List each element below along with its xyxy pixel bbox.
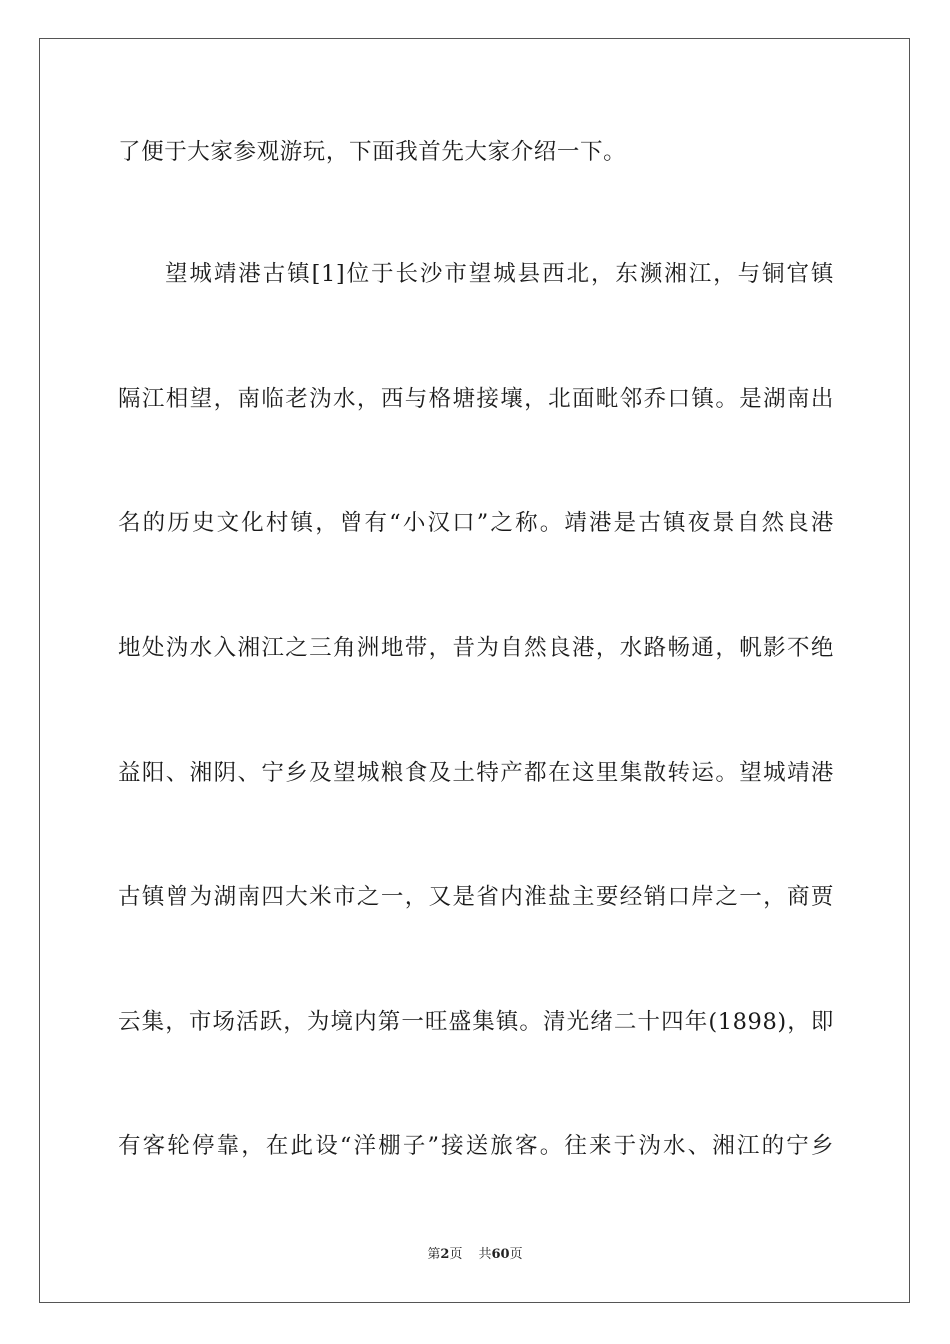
- text-line-6: 益阳、湘阴、宁乡及望城粮食及土特产都在这里集散转运。望城靖港: [118, 760, 834, 786]
- text-line-5: 地处沩水入湘江之三角洲地带，昔为自然良港，水路畅通，帆影不绝: [118, 635, 834, 661]
- total-suffix: 页: [509, 1247, 523, 1262]
- text-line-9: 有客轮停靠，在此设“洋棚子”接送旅客。往来于沩水、湘江的宁乡: [118, 1133, 834, 1159]
- total-pages: 60: [491, 1247, 510, 1262]
- page-prefix: 第: [427, 1247, 441, 1262]
- page-footer: [0, 1246, 950, 1264]
- page-suffix: 页: [449, 1247, 463, 1262]
- text-line-1: 了便于大家参观游玩，下面我首先大家介绍一下。: [118, 139, 627, 165]
- text-line-2: 望城靖港古镇[1]位于长沙市望城县西北，东濒湘江，与铜官镇: [165, 261, 834, 287]
- total-prefix: 共: [478, 1247, 492, 1262]
- text-line-8: 云集，市场活跃，为境内第一旺盛集镇。清光绪二十四年(1898)，即: [118, 1009, 834, 1035]
- page-border: [39, 38, 910, 1303]
- page-number: 2: [440, 1247, 450, 1262]
- text-line-4: 名的历史文化村镇，曾有“小汉口”之称。靖港是古镇夜景自然良港: [118, 510, 834, 536]
- text-line-7: 古镇曾为湖南四大米市之一，又是省内淮盐主要经销口岸之一，商贾: [118, 884, 834, 910]
- text-line-3: 隔江相望，南临老沩水，西与格塘接壤，北面毗邻乔口镇。是湖南出: [118, 386, 834, 412]
